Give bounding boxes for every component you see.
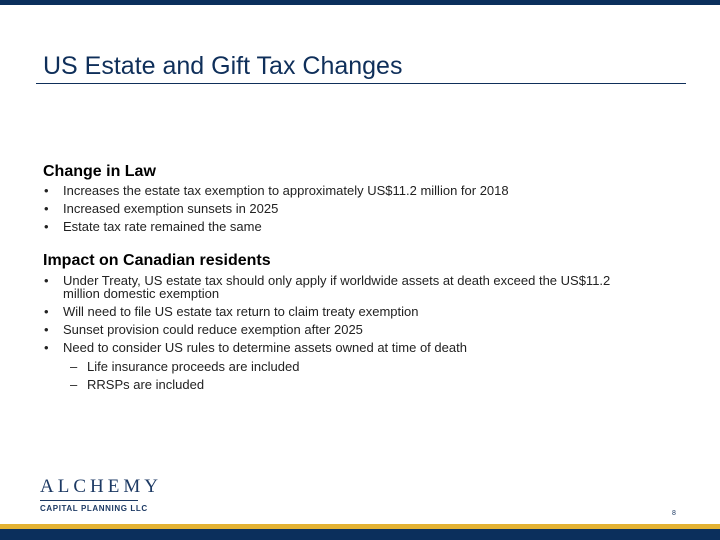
list-item-text: Need to consider US rules to determine assets owned at time of death bbox=[63, 340, 467, 355]
sub-list-item-text: RRSPs are included bbox=[87, 377, 205, 392]
logo-word: ALCHEMY bbox=[40, 476, 162, 497]
change-in-law-list bbox=[44, 182, 509, 236]
bullet-icon: • bbox=[44, 273, 49, 288]
list-item-text: Estate tax rate remained the same bbox=[63, 219, 262, 234]
list-item-text: Increases the estate tax exemption to approximately US$11.2 million for 2018 bbox=[63, 183, 509, 198]
page-number: 8 bbox=[672, 510, 676, 517]
impact-heading: Impact on Canadian residents bbox=[43, 252, 271, 269]
alchemy-logo bbox=[40, 476, 162, 513]
list-item bbox=[44, 182, 509, 200]
list-item bbox=[44, 321, 644, 339]
sub-list-item bbox=[44, 376, 299, 394]
list-item bbox=[44, 303, 644, 321]
dash-icon: – bbox=[70, 377, 78, 392]
logo-divider bbox=[40, 500, 138, 501]
dash-icon: – bbox=[70, 359, 78, 374]
list-item-text: Under Treaty, US estate tax should only apply if worldwide assets at death exceed the US$11.2 million domestic exemption bbox=[63, 273, 611, 301]
bullet-icon: • bbox=[44, 183, 49, 198]
list-item bbox=[44, 339, 644, 357]
list-item-text: Increased exemption sunsets in 2025 bbox=[63, 201, 279, 216]
bullet-icon: • bbox=[44, 340, 49, 355]
list-item bbox=[44, 200, 509, 218]
bullet-icon: • bbox=[44, 201, 49, 216]
slide-title: US Estate and Gift Tax Changes bbox=[43, 52, 403, 80]
impact-sub-list bbox=[44, 358, 299, 394]
bullet-icon: • bbox=[44, 219, 49, 234]
title-underline bbox=[36, 83, 686, 84]
list-item bbox=[44, 218, 509, 236]
sub-list-item-text: Life insurance proceeds are included bbox=[87, 359, 300, 374]
bullet-icon: • bbox=[44, 304, 49, 319]
impact-list bbox=[44, 272, 644, 357]
bottom-navy-bar bbox=[0, 529, 720, 540]
top-accent-bar bbox=[0, 0, 720, 5]
list-item-text: Will need to file US estate tax return to claim treaty exemption bbox=[63, 304, 419, 319]
list-item-text: Sunset provision could reduce exemption after 2025 bbox=[63, 322, 363, 337]
list-item bbox=[44, 272, 644, 303]
change-in-law-heading: Change in Law bbox=[43, 163, 156, 180]
sub-list-item bbox=[44, 358, 299, 376]
bullet-icon: • bbox=[44, 322, 49, 337]
logo-subtitle: CAPITAL PLANNING LLC bbox=[40, 504, 148, 513]
